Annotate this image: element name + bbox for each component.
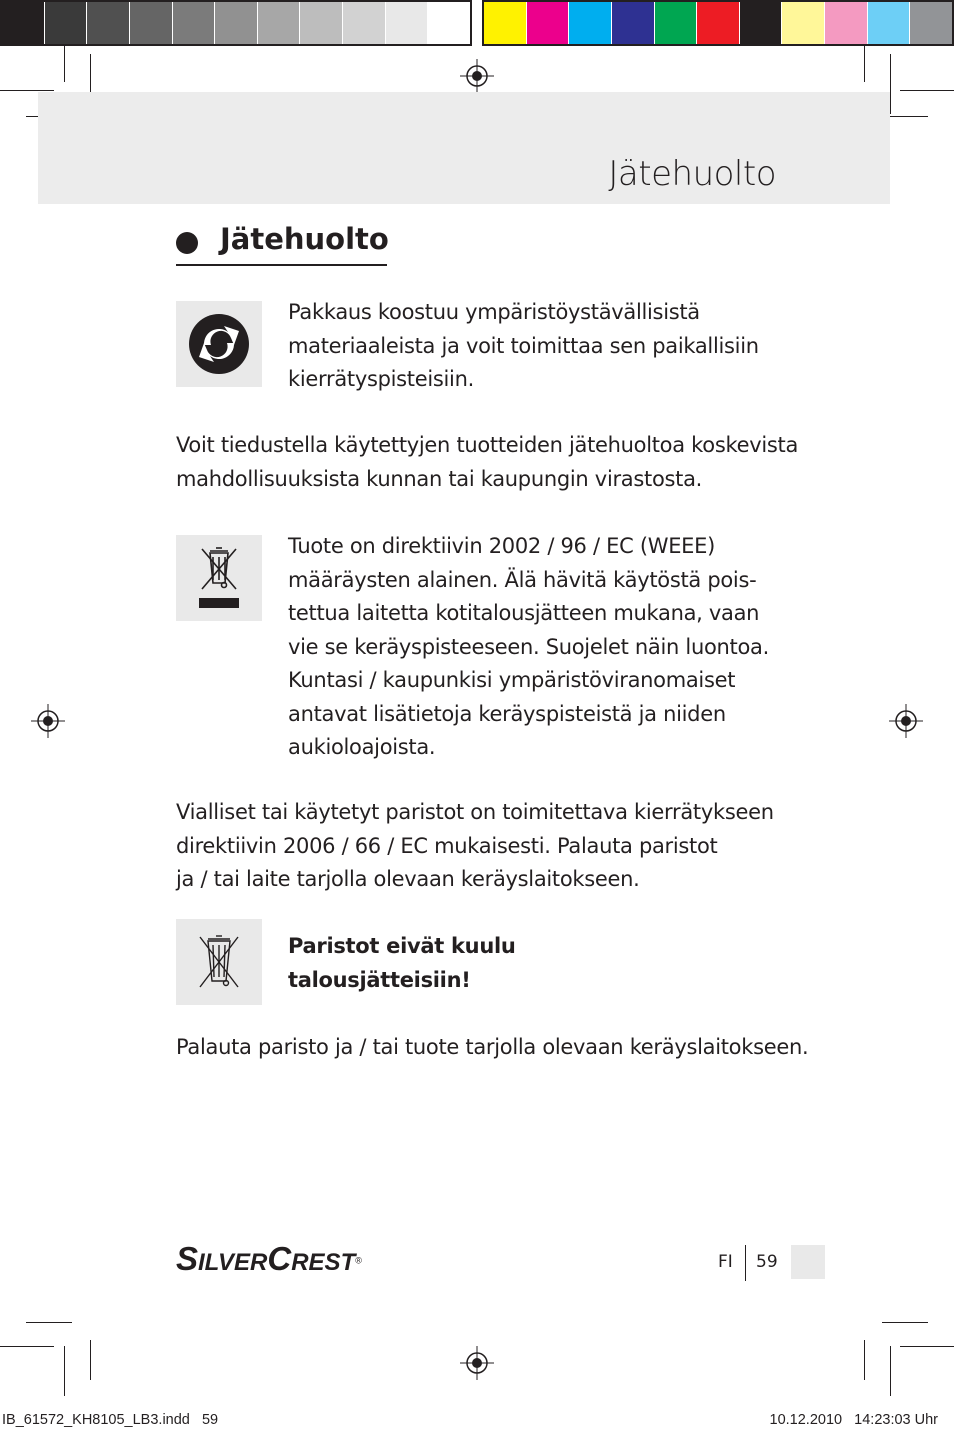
text-line: Voit tiedustella käytettyjen tuotteiden jätehuoltoa koskevista xyxy=(176,433,799,457)
crop-mark xyxy=(900,90,954,91)
color-swatch xyxy=(825,2,868,44)
weee-paragraph xyxy=(288,530,769,765)
text-line: tettua laitetta kotitalousjätteen mukana, vaan xyxy=(288,601,760,625)
brand-initial: S xyxy=(176,1240,199,1277)
crossed-out-wheelie-bin-icon xyxy=(176,535,262,621)
text-line: antavat lisätietoja keräyspisteistä ja niiden xyxy=(288,701,726,726)
crop-mark xyxy=(890,54,891,114)
crop-mark xyxy=(90,1340,91,1380)
crop-mark xyxy=(0,1346,54,1347)
color-swatch xyxy=(130,2,173,44)
text-line: Vialliset tai käytetyt paristot on toimitettava kierrätykseen xyxy=(176,800,774,824)
crop-mark xyxy=(64,46,65,82)
crop-mark xyxy=(0,90,54,91)
text-line: Tuote on direktiivin 2002 / 96 / EC (WEEE) xyxy=(288,534,716,558)
text-line: talousjätteisiin! xyxy=(288,967,471,992)
color-swatch xyxy=(569,2,612,44)
registration-mark-icon xyxy=(889,704,923,738)
text-line: Pakkaus koostuu ympäristöystävällisistä xyxy=(288,300,700,324)
text-line: Kuntasi / kaupunkisi ympäristöviranomaiset xyxy=(288,668,736,692)
crossed-out-battery-bin-icon xyxy=(176,919,262,1005)
grayscale-calibration-bar xyxy=(0,0,472,46)
text-line: ja / tai laite tarjolla olevaan keräyslaitokseen. xyxy=(176,867,640,891)
color-swatch xyxy=(45,2,88,44)
disposal-info-paragraph xyxy=(176,429,798,496)
section-underline xyxy=(176,264,387,266)
packaging-paragraph xyxy=(288,296,759,397)
text-line: direktiivin 2006 / 66 / EC mukaisesti. Palauta paristot xyxy=(176,833,718,858)
text-line: mahdollisuuksista kunnan tai kaupungin virastosta. xyxy=(176,466,703,491)
color-swatch xyxy=(87,2,130,44)
color-swatch xyxy=(910,2,952,44)
text-line: aukioloajoista. xyxy=(288,735,436,759)
color-swatch xyxy=(655,2,698,44)
brand-initial: C xyxy=(267,1240,292,1277)
text-line: määräysten alainen. Älä hävitä käytöstä pois- xyxy=(288,567,757,592)
crop-mark xyxy=(864,46,865,82)
section-bullet xyxy=(176,232,198,254)
color-swatch xyxy=(697,2,740,44)
crop-mark xyxy=(890,1346,891,1396)
battery-warning-paragraph xyxy=(288,930,516,997)
color-swatch xyxy=(173,2,216,44)
batteries-paragraph xyxy=(176,796,774,897)
color-swatch xyxy=(343,2,386,44)
color-swatch xyxy=(258,2,301,44)
page-header-title: Jätehuolto xyxy=(608,154,776,194)
crop-mark xyxy=(882,1322,928,1323)
text-line: kierrätyspisteisiin. xyxy=(288,367,474,391)
crop-mark xyxy=(64,1346,65,1396)
color-calibration-bar xyxy=(482,0,954,46)
registration-mark-icon xyxy=(31,704,65,738)
text-line: vie se keräyspisteeseen. Suojelet näin luontoa. xyxy=(288,634,769,659)
color-swatch xyxy=(782,2,825,44)
color-swatch xyxy=(300,2,343,44)
text-line: Palauta paristo ja / tai tuote tarjolla olevaan keräyslaitokseen. xyxy=(176,1035,809,1059)
color-swatch xyxy=(868,2,911,44)
color-swatch xyxy=(740,2,783,44)
text-line: Paristot eivät kuulu xyxy=(288,934,516,958)
language-code: FI xyxy=(718,1252,733,1272)
color-swatch xyxy=(484,2,527,44)
registration-mark-icon xyxy=(460,1346,494,1380)
brand-logo xyxy=(176,1240,362,1278)
color-swatch xyxy=(527,2,570,44)
green-dot-recycling-icon xyxy=(176,301,262,387)
registration-mark-icon xyxy=(460,59,494,93)
color-swatch xyxy=(2,2,45,44)
page-number: 59 xyxy=(756,1252,778,1272)
text-line: materiaaleista ja voit toimittaa sen paikallisiin xyxy=(288,333,759,358)
print-slug-file: IB_61572_KH8105_LB3.indd 59 xyxy=(2,1412,219,1428)
section-title: Jätehuolto xyxy=(220,222,389,256)
print-slug-timestamp: 10.12.2010 14:23:03 Uhr xyxy=(769,1412,938,1428)
footer-divider xyxy=(745,1245,746,1281)
page-tab-marker xyxy=(791,1245,825,1279)
color-swatch xyxy=(215,2,258,44)
registered-mark: ® xyxy=(355,1255,362,1266)
color-swatch xyxy=(386,2,429,44)
return-paragraph xyxy=(176,1031,808,1065)
crop-mark xyxy=(900,1346,954,1347)
crop-mark xyxy=(26,1322,72,1323)
color-swatch xyxy=(612,2,655,44)
crop-mark xyxy=(864,1340,865,1380)
brand-text: REST xyxy=(291,1249,356,1276)
brand-text: ILVER xyxy=(198,1249,268,1276)
color-swatch xyxy=(428,2,470,44)
